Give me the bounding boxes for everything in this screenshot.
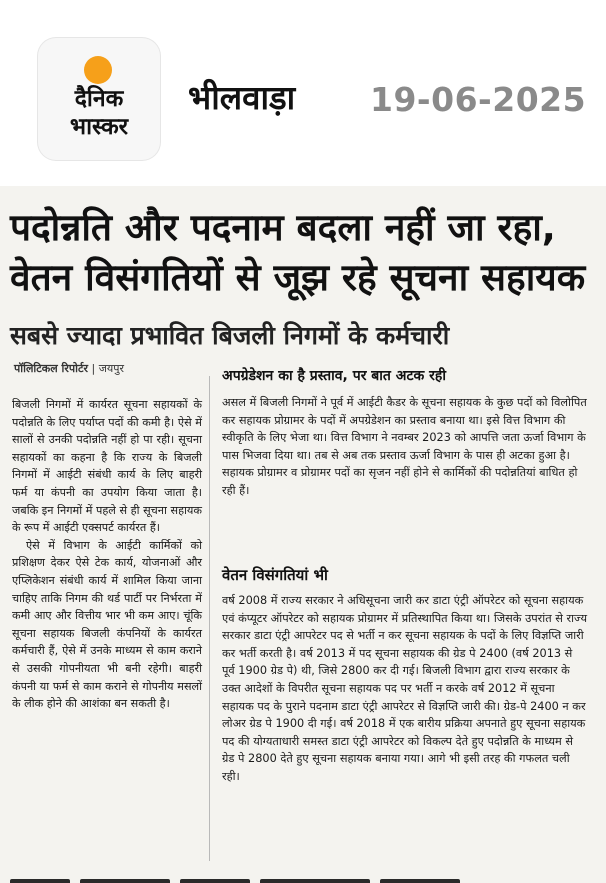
section1-paragraph: असल में बिजली निगमों ने पूर्व में आईटी कैडर के सूचना सहायक के कुछ पदों को विलोपित कर सहायक प्रोग्रामर के पदों में अपग्रेडेशन का प्रस्ताव बनाया था। इसे वित्त विभाग की स्वीकृति के लिए भेजा था। वित्त विभाग ने नवम्बर 2023 को आपत्ति जता ऊर्जा विभाग के पास भिजवा दिया था। तब से अब तक प्रस्ताव ऊर्जा विभाग के पास ही अटका हुआ है। सहायक प्रोग्रामर व प्रोग्रामर पदों का सृजन नहीं होने से कार्मिकों की पदोन्नतियां बाधित हो रही हैं।: [222, 396, 587, 497]
byline-reporter: पॉलिटिकल रिपोर्टर: [14, 362, 89, 375]
byline-city: जयपुर: [98, 362, 125, 375]
left-paragraph-2: ऐसे में विभाग के आईटी कार्मिकों को प्रशिक्षण देकर ऐसे टेक कार्य, योजनाओं और एप्लिकेशन संबंधी कार्य में शामिल किया जाना चाहिए ताकि निगम की थर्ड पार्टी पर निर्भरता में कमी आए और वित्तीय भार भी कम आए। चूंकि सूचना सहायक बिजली कंपनियों के कार्यरत कर्मचारी हैं, ऐसे में उनके माध्यम से काम कराने से उसकी गोपनीयता भी बनी रहेगी। बाहरी कंपनी या फर्म से काम कराने से गोपनीय मसलों के लीक होने की आशंका बन सकती है।: [12, 538, 202, 711]
cropped-text-strip-bottom: [0, 872, 606, 883]
left-column: [12, 396, 202, 713]
dainik-bhaskar-logo: [38, 38, 160, 160]
logo-text-line2: भास्कर: [69, 114, 129, 140]
left-paragraph-1: बिजली निगमों में कार्यरत सूचना सहायकों के पदोन्नति के लिए पर्याप्त पदों की कमी है। ऐसे में सालों से उनकी पदोन्नति नहीं हो पा रही। सूचना सहायकों का कहना है कि राज्य के बिजली निगमों में आईटी संबंधी कार्य के लिए बाहरी फर्म या कंपनी का उपयोग किया जाता है। जबकि इन निगमों में पहले से ही सूचना सहायक के रूप में आईटी एक्सपर्ट कार्यरत हैं।: [12, 398, 202, 535]
right-column-section2: [222, 592, 588, 786]
section2-paragraph: वर्ष 2008 में राज्य सरकार ने अधिसूचना जारी कर डाटा एंट्री ऑपरेटर को सूचना सहायक एवं कंप्यूटर ऑपरेटर को सहायक प्रोग्रामर में प्रतिस्थापित किया था। जिसके उपरांत से राज्य सरकार डाटा एंट्री आपरेटर पद से भर्ती न कर सूचना सहायक के पदों के लिए विज्ञप्ति जारी कर भर्ती करती है। वर्ष 2013 में पद सूचना सहायक की ग्रेड पे 2400 (वर्ष 2013 से पूर्व 1900 ग्रेड पे) थी, जिसे 2800 कर दी गई। बिजली विभाग द्वारा राज्य सरकार के उक्त आदेशों के विपरीत सूचना सहायक पद पर भर्ती न करके वर्ष 2012 में सूचना सहायक पद के पुराने पदनाम डाटा एंट्री आपरेटर से विज्ञप्ति जारी की। ग्रेड-पे 2400 न कर लोअर ग्रेड पे 1900 दी गई। वर्ष 2018 में एक बारीय प्रक्रिया अपनाते हुए सूचना सहायक पद की योग्यताधारी समस्त डाटा एंट्री आपरेटर को विकल्प देते हुए पदोन्नति के माध्यम से ग्रेड पे 2800 देते हुए सूचना सहायक बनाया गया। आगे भी इसी तरह की गफलत चली रही।: [222, 594, 588, 783]
column-divider: [209, 376, 210, 861]
newspaper-clipping: [0, 186, 606, 883]
headline-line1: पदोन्नति और पदनाम बदला नहीं जा रहा,: [10, 206, 556, 249]
headline-line2: वेतन विसंगतियों से जूझ रहे सूचना सहायक: [10, 256, 586, 299]
section-heading-pay-anomalies: वेतन विसंगतियां भी: [222, 566, 328, 584]
right-column-section1: [222, 394, 588, 500]
byline: [14, 362, 124, 376]
subheadline: सबसे ज्यादा प्रभावित बिजली निगमों के कर्मचारी: [10, 321, 450, 350]
edition-city: भीलवाड़ा: [188, 78, 296, 117]
logo-text-line1: दैनिक: [74, 86, 124, 112]
sun-icon: [84, 56, 112, 84]
byline-separator: |: [91, 362, 99, 375]
edition-date: 19-06-2025: [370, 80, 587, 119]
section-heading-upgradation: अपग्रेडेशन का है प्रस्ताव, पर बात अटक रही: [222, 368, 446, 384]
header-bar: [0, 0, 606, 180]
cropped-text-strip-top: [0, 186, 606, 196]
